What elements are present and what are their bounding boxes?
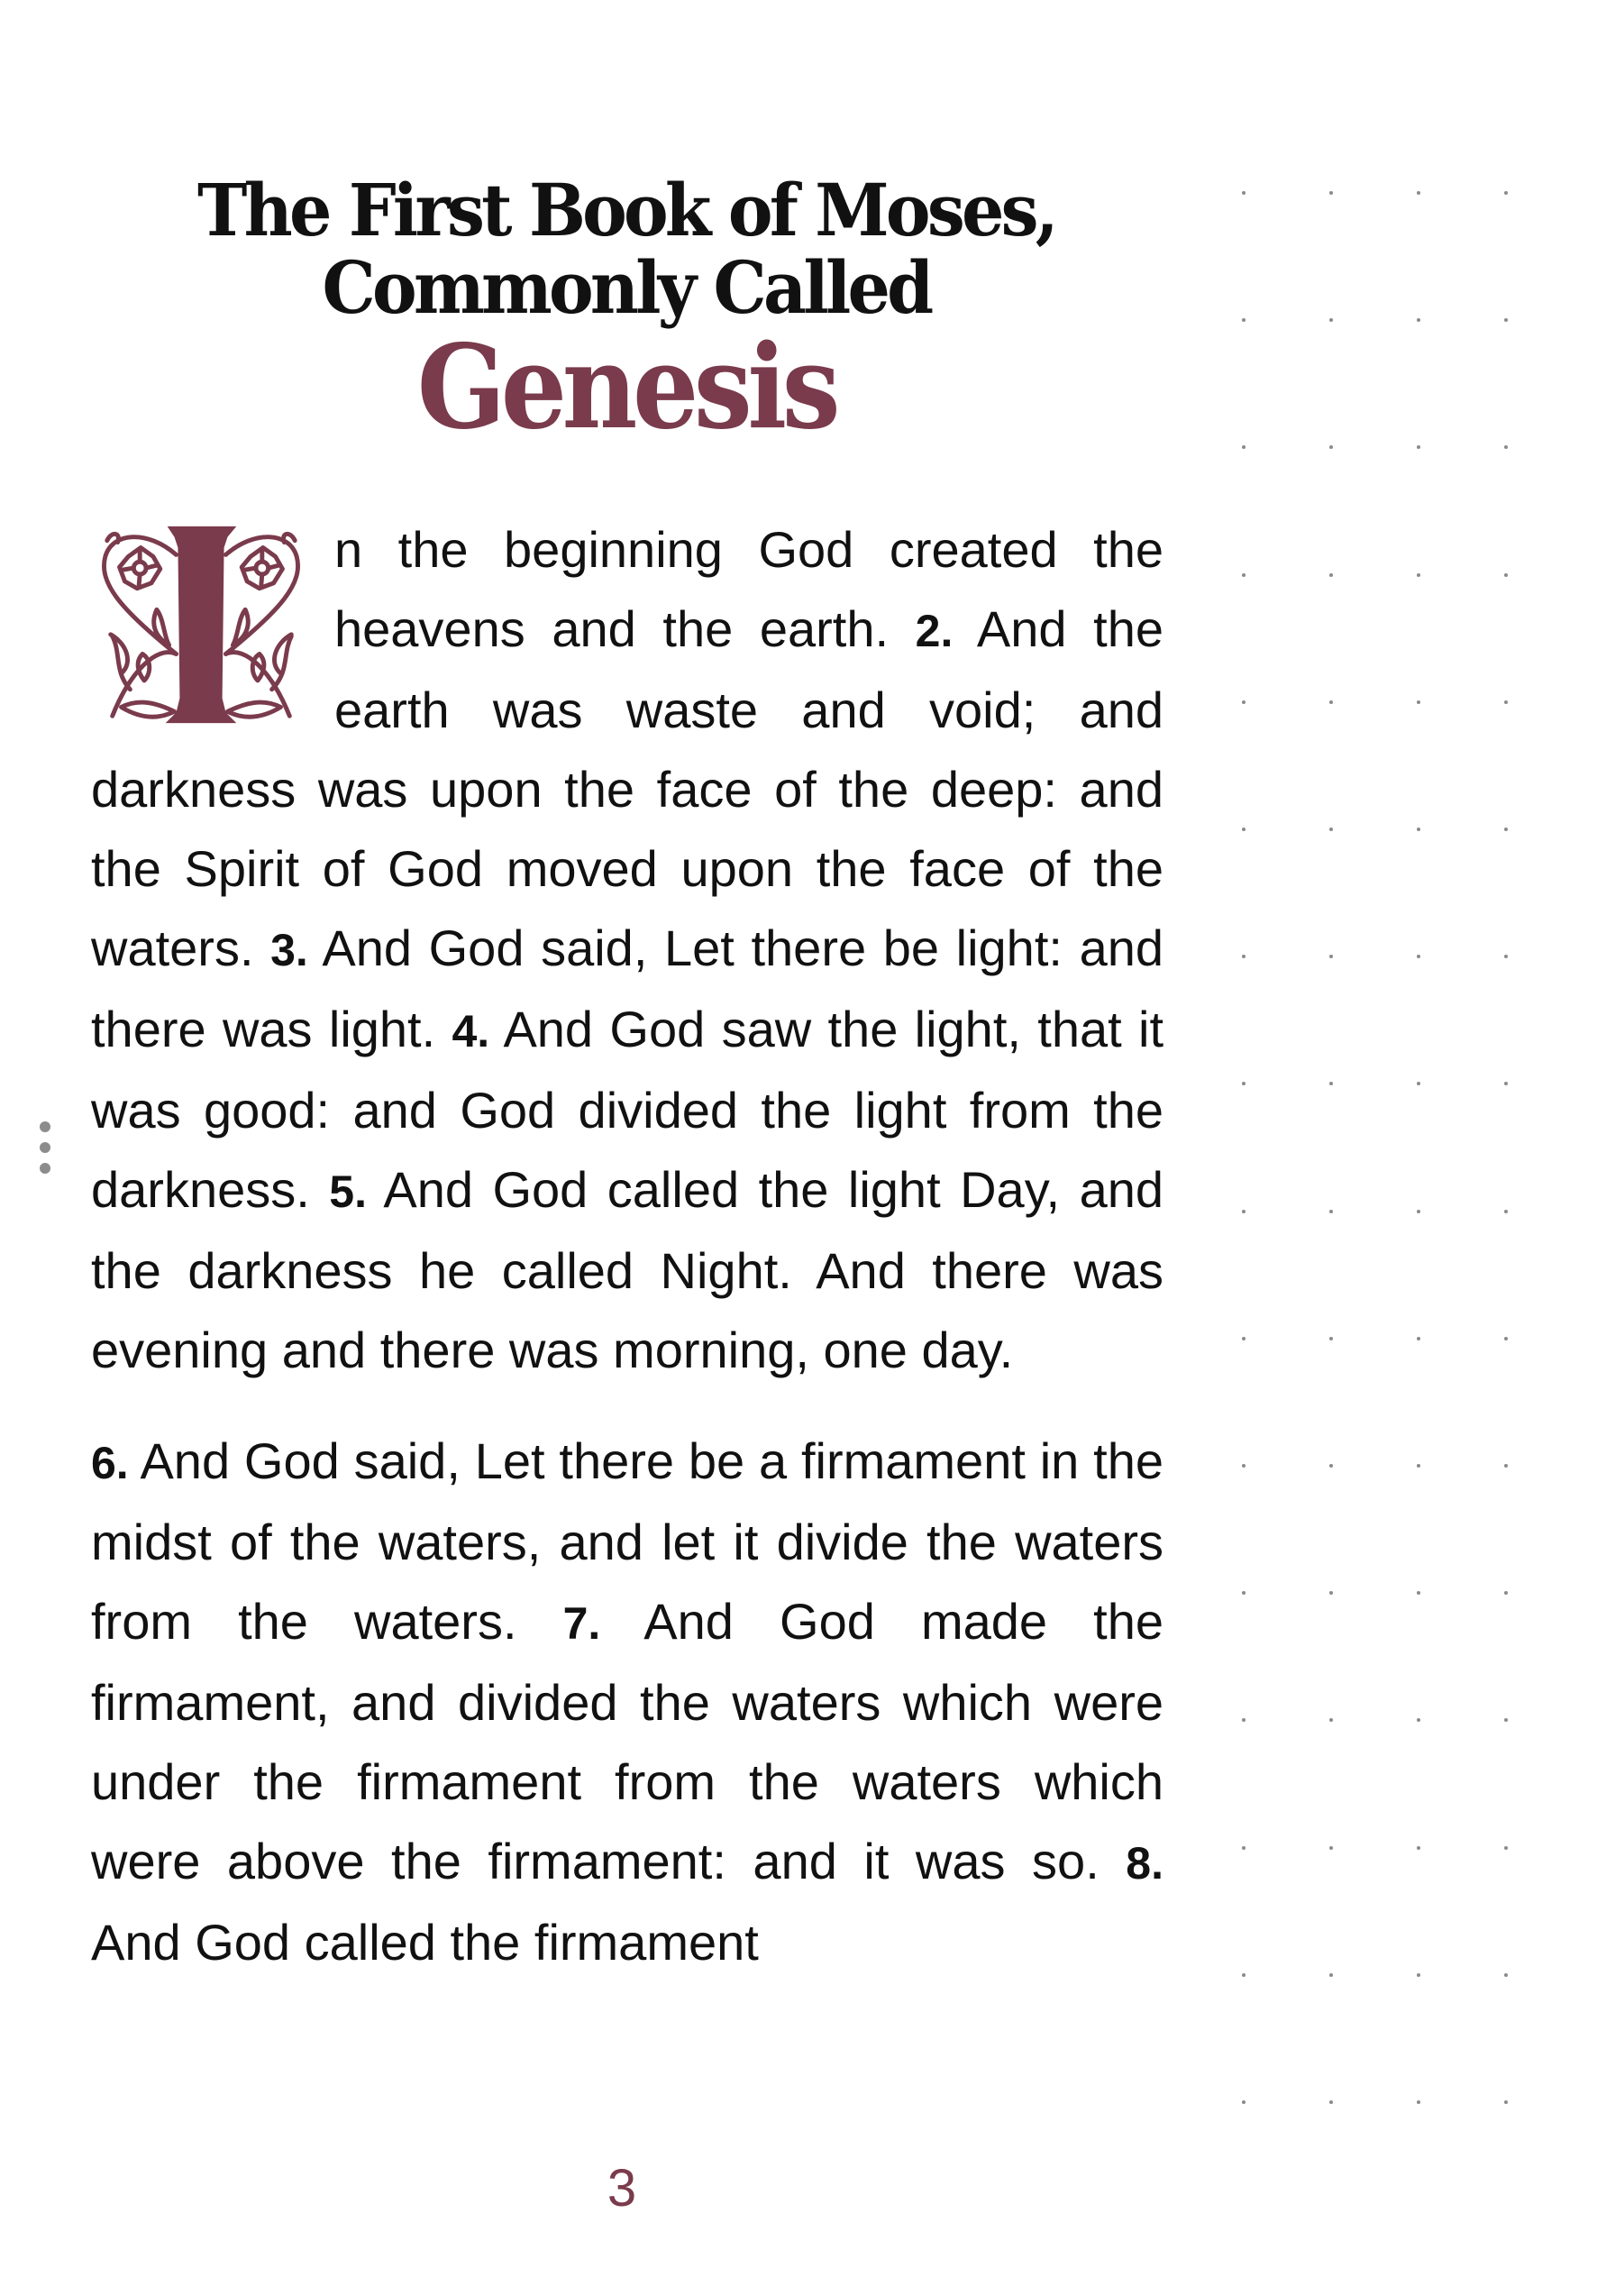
grid-dot xyxy=(1417,1973,1420,1977)
scripture-text xyxy=(91,510,1164,1982)
grid-dot xyxy=(1504,1210,1508,1213)
verse-number: 5. xyxy=(329,1166,367,1217)
grid-dot xyxy=(1417,318,1420,322)
grid-dot xyxy=(1504,700,1508,704)
grid-dot xyxy=(1242,2100,1246,2104)
grid-dot xyxy=(1329,1210,1333,1213)
grid-dot xyxy=(1417,2100,1420,2104)
grid-dot xyxy=(1329,828,1333,831)
grid-dot xyxy=(1329,573,1333,577)
title-line-1: The First Book of Moses, xyxy=(197,168,1055,252)
grid-dot xyxy=(1242,828,1246,831)
page-number: 3 xyxy=(607,2159,637,2218)
grid-dot xyxy=(1504,1337,1508,1340)
grid-dot xyxy=(1242,445,1246,449)
paragraph-2 xyxy=(91,1422,1164,1982)
verse-text: And the earth was waste and void; and darkness was upon the face of the deep: and the Spirit of God moved upon the face of the waters. xyxy=(91,600,1164,976)
grid-dot xyxy=(1329,1846,1333,1850)
illuminated-initial-i-icon xyxy=(95,521,307,730)
grid-dot xyxy=(1329,1464,1333,1468)
grid-dot xyxy=(1417,573,1420,577)
verse-text: n the beginning God created the heavens and the earth. xyxy=(334,521,1164,657)
grid-dot xyxy=(1329,955,1333,958)
grid-dot xyxy=(1504,1973,1508,1977)
verse-number: 8. xyxy=(1126,1838,1164,1889)
grid-dot xyxy=(1242,318,1246,322)
grid-dot xyxy=(1417,1337,1420,1340)
grid-dot xyxy=(1417,1464,1420,1468)
grid-dot xyxy=(1504,2100,1508,2104)
verse-number: 7. xyxy=(562,1598,601,1649)
grid-dot xyxy=(1329,700,1333,704)
grid-dot xyxy=(1242,1591,1246,1595)
grid-dot xyxy=(1242,955,1246,958)
grid-dot xyxy=(1417,1846,1420,1850)
grid-dot xyxy=(1504,955,1508,958)
grid-dot xyxy=(1504,1082,1508,1085)
grid-dot xyxy=(1329,191,1333,195)
verse-number: 6. xyxy=(91,1438,129,1488)
grid-dot xyxy=(1504,191,1508,195)
verse-text: And God called the light Day, and the darkness he called Night. And there was evening and there was morning, one day. xyxy=(91,1161,1164,1378)
verse-text: And God said, Let there be light: and there was light. xyxy=(91,919,1164,1057)
verse-text: And God saw the light, that it was good: and God divided the light from the darkness. xyxy=(91,1001,1164,1218)
grid-dot xyxy=(1417,1718,1420,1722)
dot-icon xyxy=(40,1163,50,1174)
grid-dot xyxy=(1242,1718,1246,1722)
grid-dot xyxy=(1417,1591,1420,1595)
grid-dot xyxy=(1504,828,1508,831)
verse-number: 2. xyxy=(915,606,954,656)
grid-dot xyxy=(1504,1591,1508,1595)
chapter-title xyxy=(90,168,1163,455)
grid-dot xyxy=(1329,1973,1333,1977)
grid-dot xyxy=(1329,1082,1333,1085)
grid-dot xyxy=(1242,1210,1246,1213)
grid-dot xyxy=(1417,828,1420,831)
grid-dot xyxy=(1329,1337,1333,1340)
grid-dot xyxy=(1242,1846,1246,1850)
book-name: Genesis xyxy=(416,320,836,455)
grid-dot xyxy=(1417,1082,1420,1085)
grid-dot xyxy=(1504,573,1508,577)
grid-dot xyxy=(1329,1718,1333,1722)
verse-number: 4. xyxy=(452,1006,490,1057)
grid-dot xyxy=(1329,2100,1333,2104)
grid-dot xyxy=(1504,1718,1508,1722)
verse-text: And God made the firmament, and divided the waters which were under the firmament from the waters which were above the firmament: and it was so. xyxy=(91,1593,1164,1889)
verse-number: 3. xyxy=(270,925,308,975)
grid-dot xyxy=(1242,1337,1246,1340)
verse-text: And God called the firmament xyxy=(91,1914,759,1971)
more-options-button[interactable] xyxy=(38,1121,52,1175)
grid-dot xyxy=(1504,445,1508,449)
grid-dot xyxy=(1242,1973,1246,1977)
grid-dot xyxy=(1242,1082,1246,1085)
grid-dot xyxy=(1242,191,1246,195)
grid-dot xyxy=(1504,1846,1508,1850)
grid-dot xyxy=(1329,318,1333,322)
grid-dot xyxy=(1242,700,1246,704)
grid-dot xyxy=(1504,1464,1508,1468)
grid-dot xyxy=(1417,191,1420,195)
grid-dot xyxy=(1504,318,1508,322)
grid-dot xyxy=(1417,445,1420,449)
title-line-2: Commonly Called xyxy=(322,245,931,330)
dot-icon xyxy=(40,1142,50,1153)
dot-icon xyxy=(40,1121,50,1132)
grid-dot xyxy=(1417,955,1420,958)
grid-dot xyxy=(1329,445,1333,449)
grid-dot xyxy=(1242,573,1246,577)
grid-dot xyxy=(1242,1464,1246,1468)
grid-dot xyxy=(1417,700,1420,704)
verse-text: And God said, Let there be a firmament in the midst of the waters, and let it divide the waters from the waters. xyxy=(91,1432,1164,1650)
grid-dot xyxy=(1329,1591,1333,1595)
grid-dot xyxy=(1417,1210,1420,1213)
